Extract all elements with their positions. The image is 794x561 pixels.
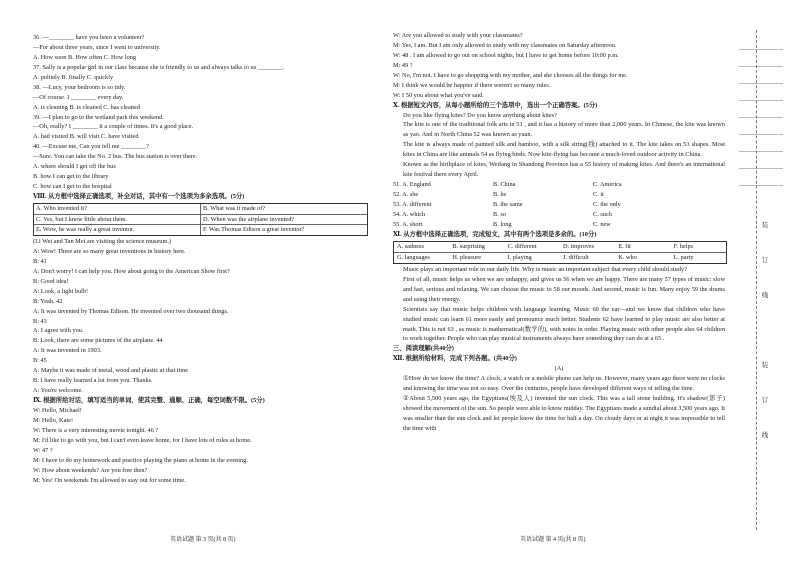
question-line: —For about three years, since I went to university. xyxy=(33,43,161,51)
choice-row xyxy=(393,200,725,210)
word-option: F. helps xyxy=(673,242,694,250)
binding-char: 订 xyxy=(761,257,769,264)
dialogue-line: M: I'd like to go with you, but I can't even leave home, for I have lots of rules at home. xyxy=(33,436,252,444)
question-line: A. How soon B. How often C. How long xyxy=(33,53,137,61)
section-11-title: Ⅺ. 从方框中选择正确选项，完成短文，其中有两个选项是多余的。(10分) xyxy=(393,230,597,238)
choice-option: B. he xyxy=(493,191,507,199)
choices-51-55 xyxy=(393,180,725,230)
section-10-title: Ⅹ. 根据短文内容，从每小题所给的三个选项中，选出一个正确答案。(5分) xyxy=(393,101,598,109)
paragraph: The kite is always made of painted silk and bamboo, with a silk string(线) attached to it. The kite takes on 53 shapes. Most kites in China are like animals 54 as flying birds. Now kite-flying has become a much-loved outdoor activity in China. xyxy=(403,141,725,159)
choice-option: C. new xyxy=(593,220,611,228)
choice-option: 53. A. different xyxy=(393,201,432,209)
option-item: F. Was Thomas Edison a great inventor? xyxy=(200,225,367,235)
dialogue-line: B: 43 xyxy=(33,317,47,325)
choice-option: C. the only xyxy=(593,201,621,209)
word-option: K. who xyxy=(618,253,637,261)
word-option: C. different xyxy=(507,242,537,250)
choice-option: C. it xyxy=(593,191,604,199)
choice-option: 54. A. which xyxy=(393,210,426,218)
page-footer-right: 英语试题 第 4 页(共 8 页) xyxy=(520,537,586,543)
choice-row xyxy=(393,190,725,200)
choice-option: B. the same xyxy=(493,201,523,209)
section-12-title: Ⅻ. 根据所给材料，完成下列各题。(共40分) xyxy=(393,355,517,363)
binding-margin xyxy=(736,30,786,530)
dialogue-line: M: Yes! On weekends I'm allowed to stay out for some time. xyxy=(33,476,186,484)
choice-row xyxy=(393,220,725,230)
choice-option: B. so xyxy=(493,210,506,218)
dialogue-line: A: You're welcome. xyxy=(33,387,83,395)
word-row xyxy=(394,242,726,252)
question-line: 37. Sally is a popular girl in our class because she is friendly to us and always talks to us ________. xyxy=(33,63,285,71)
choice-row xyxy=(393,180,725,190)
choice-option: 55. A. short xyxy=(393,220,423,228)
option-item: B. What was it made of? xyxy=(200,204,367,214)
choice-option: 52. A. she xyxy=(393,191,419,199)
binding-char: 线 xyxy=(761,292,769,299)
dialogue-line: B: Good idea! xyxy=(33,277,69,285)
paragraph: First of all, music helps us when we are unhappy, and gives us 56 when we are happy. There are many 57 types of music: slow and fast, serious and relaxing. We can choose the music to 58 our moods. And second, music is fun. Many enjoy 59 the drums and using their energy. xyxy=(403,275,725,303)
word-option: H. pleasure xyxy=(452,253,482,261)
dialogue-line: (Li Wei and Tan Mei are visiting the science museum.) xyxy=(33,238,172,245)
dialogue-line: W: There is a very interesting movie tonight. 46 ? xyxy=(33,426,159,434)
kites-passage xyxy=(393,111,725,181)
choice-option: C. America xyxy=(593,181,622,189)
dialogue-line: W: 47 ? xyxy=(33,446,53,454)
options-row xyxy=(34,214,367,225)
passage-a xyxy=(393,374,725,434)
dialogue-line: A: Maybe it was made of metal, wood and plastic at that time xyxy=(33,367,189,375)
question-line: —Oh, really? I ________ it a couple of times. It's a good place. xyxy=(33,123,194,131)
choice-option: B. long xyxy=(493,220,512,228)
paragraph: ①How do we know the time? A clock, a watch or a mobile phone can help us. However, many years ago there were no clocks and knowing the time was not so easy. Over the centuries, people have developed different ways of telling the time. xyxy=(403,375,725,393)
paragraph: Music plays an important role in our daily life. Why is music an important subject that every child should study? xyxy=(403,265,687,273)
left-column xyxy=(33,33,368,485)
choice-row xyxy=(393,210,725,220)
dialogue-line: M: Hello, Kate! xyxy=(33,416,74,424)
word-option: E. fit xyxy=(618,242,631,250)
dialogue-41-45 xyxy=(33,237,368,396)
music-passage xyxy=(393,265,725,345)
choice-option: C. such xyxy=(593,210,612,218)
question-line: 40. —Excuse me, Can you tell me ________? xyxy=(33,143,149,151)
binding-char: 订 xyxy=(761,397,769,404)
question-line: —Of course. I ________ every day. xyxy=(33,93,124,101)
dialogue-46-50-part2 xyxy=(393,31,725,101)
dialogue-46-50-part1 xyxy=(33,406,368,486)
word-option: G. languages xyxy=(397,253,430,261)
question-line: A. is cleaning B. is cleaned C. has cleaned xyxy=(33,103,140,111)
dialogue-line: W: How about weekends? Are you free then? xyxy=(33,466,148,474)
choice-option: 51. A. England xyxy=(393,181,431,189)
question-line: C. how can I get to the hospital xyxy=(33,183,112,191)
question-line: A. where should I get off the bus xyxy=(33,163,116,171)
option-item: A. Who invented it? xyxy=(36,204,87,212)
paragraph: Do you like flying kites? Do you know anything about kites? xyxy=(403,111,557,119)
dialogue-line: B: 41 xyxy=(33,257,47,265)
section-8-title: Ⅷ. 从方框中选择正确选项，补全对话，其中有一个选项为多余选项。(5分) xyxy=(33,193,245,200)
questions-36-40 xyxy=(33,33,368,192)
dialogue-line: B: 45 xyxy=(33,357,47,365)
binding-char: 装 xyxy=(761,222,769,229)
dialogue-line: W: No, I'm not. I have to go shopping with my mother, and she chooses all the things for me. xyxy=(393,71,628,79)
binding-char: 装 xyxy=(761,362,769,369)
question-line: 38. —Lucy, your bedroom is so tidy. xyxy=(33,83,126,91)
passage-a-label: (A) xyxy=(554,365,564,373)
dialogue-line: M: I have to do my homework and practice playing the piano at home in the evening. xyxy=(33,456,248,464)
dialogue-line: A: Look, a light bulb! xyxy=(33,287,89,295)
paragraph: Known as the birthplace of kites, Weifang in Shandong Province has a 55 history of making kites. And there's an international kite festival there every April. xyxy=(403,161,725,179)
question-line: —Sure. You can take the No. 2 bus. The bus station is over there. xyxy=(33,153,198,161)
word-option: B. surprising xyxy=(452,242,485,250)
dialogue-line: W: 48 . I am allowed to go out on school nights, but I have to get home before 10:00 p.m. xyxy=(393,51,619,59)
question-line: 39. —I plan to go to the wetland park this weekend. xyxy=(33,113,164,121)
options-box-8 xyxy=(33,203,368,236)
word-option: A. sadness xyxy=(397,242,424,250)
choice-option: B. China xyxy=(493,181,516,189)
dialogue-line: M: I think we would be happier if there weren't so many rules. xyxy=(393,81,551,89)
question-line: 36. —________ have you been a volunteer? xyxy=(33,34,145,41)
binding-dashed-line xyxy=(756,30,757,530)
dialogue-line: A: It was invented in 1903. xyxy=(33,347,102,355)
dialogue-line: B: I have really learned a lot from you. Thanks. xyxy=(33,377,153,385)
word-box-11 xyxy=(393,241,727,264)
option-item: E. Wow, he was really a great inventor. xyxy=(36,226,135,234)
binding-char: 线 xyxy=(761,432,769,439)
page-footer-left: 英语试题 第 3 页(共 8 页) xyxy=(170,537,236,543)
dialogue-line: W: Hello, Michael! xyxy=(33,406,82,414)
dialogue-line: M: Yes, I am. But I am only allowed to study with my classmates on Saturday afternoon. xyxy=(393,41,617,49)
paragraph: Scientists say that music helps children with language learning. Music 60 the ear—and we know that children who have studied music can learn 61 more easily and pronounce much better. Students 62 have learned to play music are also better at math. This is not 63 , as music is mathematical(数学的), with notes in order. Playing music with other people also 64 children to work together. People who can play musical instruments always have something they can do at a 65 . xyxy=(403,305,725,343)
dialogue-line: W: I 50 you about what you've said. xyxy=(393,91,484,99)
paragraph: ②About 5,500 years ago, the Egyptians(埃及人) invented the sun clock. This was a tall stone building. It's shadow(影子) showed the movement of the sun. So people were able to know midday. The Egyptians made a sundial about 3,500 years ago. It was smaller than the sun clock and let people know the time for half a day. On cloudy days or at night it was impossible to tell the time with xyxy=(403,395,725,432)
word-row xyxy=(394,252,726,263)
section-9-title: Ⅸ. 根据所给对话，填写适当的单词，使其完整、通顺、正确，每空词数不限。(5分) xyxy=(33,397,265,404)
dialogue-line: B: Look, there are some pictures of the airplane. 44 xyxy=(33,337,163,345)
right-column xyxy=(393,31,725,434)
dialogue-line: B: Yeah. 42 xyxy=(33,297,63,305)
paragraph: The kite is one of the traditional folk arts in 51 , and it has a history of more than 2,000 years. In Chinese, the kite was known as yao. And in North China 52 was known as yuan. xyxy=(403,121,725,139)
section-3-title: 三、阅读理解(共40分) xyxy=(393,345,454,353)
options-row xyxy=(34,224,367,235)
option-item: D. When was the airplane invented? xyxy=(200,215,367,225)
word-option: L. party xyxy=(673,253,694,261)
word-option: I. playing xyxy=(507,253,532,261)
dialogue-line: A: Don't worry! I can help you. How about going to the American Show first? xyxy=(33,267,230,275)
dialogue-line: A: Wow! There are so many great inventions in history here. xyxy=(33,247,186,255)
dialogue-line: A: I agree with you. xyxy=(33,327,84,335)
dialogue-line: W: Are you allowed to study with your classmates? xyxy=(393,32,523,39)
question-line: A. politely B. finally C. quickly xyxy=(33,73,114,81)
word-option: J. difficult xyxy=(562,253,589,261)
question-line: B. how I can get to the library xyxy=(33,173,109,181)
word-option: D. improves xyxy=(562,242,595,250)
dialogue-line: M: 49 ? xyxy=(393,61,413,69)
question-line: A. had visited B. will visit C. have visited xyxy=(33,133,139,141)
option-item: C. Yes, but I know little about them. xyxy=(36,215,128,223)
dialogue-line: A: It was invented by Thomas Edison. He invented over two thousand things. xyxy=(33,307,229,315)
options-row xyxy=(34,204,367,214)
